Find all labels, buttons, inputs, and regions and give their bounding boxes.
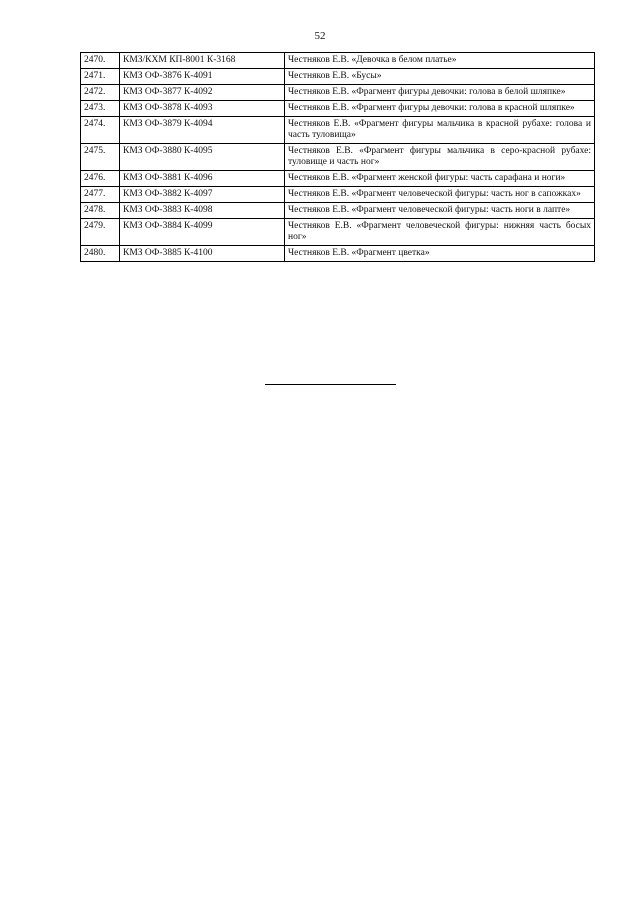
row-number-cell: 2477. bbox=[81, 187, 120, 203]
inventory-number-cell: КМЗ ОФ-3881 К-4096 bbox=[120, 171, 285, 187]
inventory-number-cell: КМЗ ОФ-3879 К-4094 bbox=[120, 117, 285, 144]
description-cell: Честняков Е.В. «Фрагмент фигуры мальчика в серо-красной рубахе: туловище и часть ног» bbox=[285, 144, 595, 171]
inventory-number-cell: КМЗ ОФ-3885 К-4100 bbox=[120, 246, 285, 262]
description-cell: Честняков Е.В. «Фрагмент человеческой фигуры: нижняя часть босых ног» bbox=[285, 219, 595, 246]
table-row bbox=[81, 101, 595, 117]
row-number-cell: 2476. bbox=[81, 171, 120, 187]
description-cell: Честняков Е.В. «Фрагмент фигуры девочки: голова в белой шляпке» bbox=[285, 85, 595, 101]
table-row bbox=[81, 203, 595, 219]
row-number-cell: 2474. bbox=[81, 117, 120, 144]
row-number-cell: 2472. bbox=[81, 85, 120, 101]
inventory-number-cell: КМЗ ОФ-3876 К-4091 bbox=[120, 69, 285, 85]
page-number: 52 bbox=[314, 30, 326, 42]
row-number-cell: 2478. bbox=[81, 203, 120, 219]
inventory-number-cell: КМЗ ОФ-3884 К-4099 bbox=[120, 219, 285, 246]
description-cell: Честняков Е.В. «Девочка в белом платье» bbox=[285, 53, 595, 69]
description-cell: Честняков Е.В. «Фрагмент фигуры девочки: голова в красной шляпке» bbox=[285, 101, 595, 117]
inventory-number-cell: КМЗ ОФ-3877 К-4092 bbox=[120, 85, 285, 101]
description-cell: Честняков Е.В. «Фрагмент человеческой фигуры: часть ноги в лапте» bbox=[285, 203, 595, 219]
table-row bbox=[81, 69, 595, 85]
table-row bbox=[81, 117, 595, 144]
table-row bbox=[81, 144, 595, 171]
inventory-number-cell: КМЗ ОФ-3882 К-4097 bbox=[120, 187, 285, 203]
row-number-cell: 2473. bbox=[81, 101, 120, 117]
row-number-cell: 2480. bbox=[81, 246, 120, 262]
description-cell: Честняков Е.В. «Фрагмент женской фигуры: часть сарафана и ноги» bbox=[285, 171, 595, 187]
row-number-cell: 2470. bbox=[81, 53, 120, 69]
inventory-number-cell: КМЗ ОФ-3883 К-4098 bbox=[120, 203, 285, 219]
table-row bbox=[81, 85, 595, 101]
table-row bbox=[81, 246, 595, 262]
description-cell: Честняков Е.В. «Фрагмент фигуры мальчика в красной рубахе: голова и часть туловища» bbox=[285, 117, 595, 144]
table-row bbox=[81, 171, 595, 187]
table-row bbox=[81, 219, 595, 246]
row-number-cell: 2475. bbox=[81, 144, 120, 171]
inventory-number-cell: КМЗ ОФ-3878 К-4093 bbox=[120, 101, 285, 117]
description-cell: Честняков Е.В. «Фрагмент цветка» bbox=[285, 246, 595, 262]
table-row bbox=[81, 53, 595, 69]
closing-line bbox=[265, 384, 396, 385]
inventory-number-cell: КМЗ ОФ-3880 К-4095 bbox=[120, 144, 285, 171]
inventory-number-cell: КМЗ/КХМ КП-8001 К-3168 bbox=[120, 53, 285, 69]
registry-table bbox=[80, 52, 595, 262]
description-cell: Честняков Е.В. «Бусы» bbox=[285, 69, 595, 85]
table-row bbox=[81, 187, 595, 203]
row-number-cell: 2471. bbox=[81, 69, 120, 85]
row-number-cell: 2479. bbox=[81, 219, 120, 246]
registry-table-body bbox=[81, 53, 595, 262]
description-cell: Честняков Е.В. «Фрагмент человеческой фигуры: часть ног в сапожках» bbox=[285, 187, 595, 203]
